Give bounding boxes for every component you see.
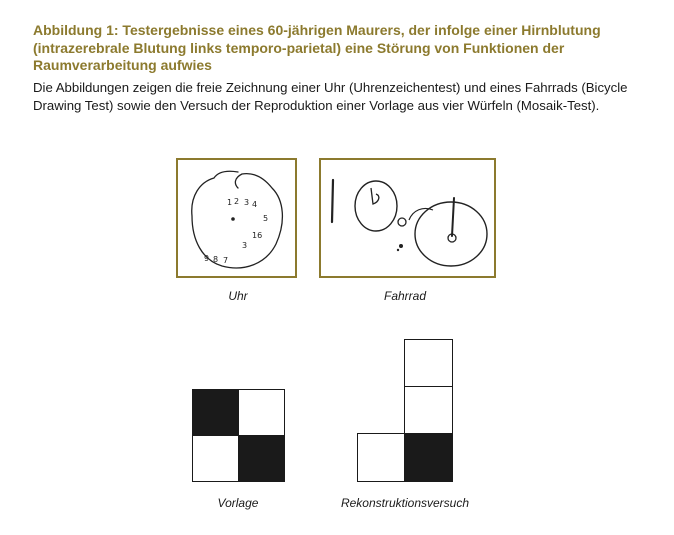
clock-drawing-frame (176, 158, 297, 278)
clock-number: 16 (252, 231, 263, 240)
clock-caption: Uhr (228, 289, 248, 303)
template-caption: Vorlage (217, 496, 259, 510)
reconstruction-caption: Rekonstruktionsversuch (340, 496, 470, 510)
mosaic-template-cell (238, 389, 285, 436)
clock-number: 8 (213, 255, 219, 264)
bicycle-caption: Fahrrad (383, 289, 427, 303)
reconstruction-cell (404, 386, 453, 434)
mosaic-template-cell (192, 435, 239, 482)
reconstruction-cell (357, 433, 405, 482)
reconstruction-cell (404, 339, 453, 387)
clock-number: 4 (252, 200, 258, 209)
clock-number: 9 (204, 254, 210, 263)
clock-number: 2 (234, 197, 240, 206)
clock-number: 1 (227, 198, 233, 207)
reconstruction-cell (404, 433, 453, 482)
clock-number: 7 (223, 256, 229, 265)
mosaic-template-cell (192, 389, 239, 436)
bicycle-drawing-frame (319, 158, 496, 278)
bicycle-drawing-sketch (321, 160, 494, 276)
figure-description: Die Abbildungen zeigen die freie Zeichnung einer Uhr (Uhrenzeichentest) und eines Fahrrads (Bicycle Drawing Test) sowie den Versuch der Reproduktion einer Vorlage aus vier Würfeln (Mosaik-Test). (33, 80, 628, 113)
clock-number: 3 (244, 198, 250, 207)
clock-number: 3 (242, 241, 248, 250)
figure-title: Abbildung 1: Testergebnisse eines 60-jährigen Maurers, der infolge einer Hirnblutung (intrazerebrale Blutung links temporo-parietal) eine Störung von Funktionen der Raumverarbeitung aufwies (33, 22, 601, 73)
mosaic-template-cell (238, 435, 285, 482)
clock-number: 5 (263, 214, 269, 223)
clock-drawing-sketch (178, 160, 295, 276)
